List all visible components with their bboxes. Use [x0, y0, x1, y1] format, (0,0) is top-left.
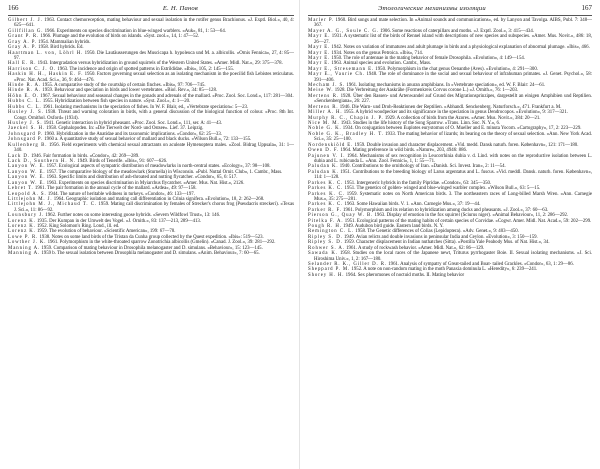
- bibliography-list: [8, 18, 294, 257]
- entry-text: 1951. Intergeneric hybrids in the family Pipridae. «Condor», 63: 345—350.: [344, 180, 492, 186]
- entry-text: 1960. Hybridization in the Anatidae and its taxonomic implications. «Condor», 62: 25—33.: [44, 131, 222, 137]
- entry-text: 1949. Birds of Tenerife. «Ibis», 91: 607—626.: [77, 158, 168, 164]
- entry-author: Mayr E., Vaurie Ch.: [308, 72, 365, 78]
- entry-text: 1963. Display of emotion in the fox squirrel (Sciurus niger). «Animal Behaviour», 11, 2: 286—292.: [374, 213, 569, 219]
- entry-author: Miller A. H.: [308, 110, 343, 116]
- entry-text: 1951. The genetics of golden- winged and blue-winged warbler complex. «Wilson Bull.», 63: 5—15.: [344, 186, 541, 192]
- entry-text: 1949. Avian relicts and double invasions in peninsular India and Ceylon. «Evolution», 3: 150—159.: [343, 234, 538, 240]
- bibliography-entry: [308, 18, 592, 29]
- entry-author: Gray A. P.: [8, 39, 37, 45]
- entry-text: 1943. Studies in the life history of the Song Sparrow. «Trans. Linn. Soc. N. Y.», 6.: [340, 121, 501, 127]
- running-title: Этологические механизмы изоляции: [378, 5, 486, 12]
- entry-text: 1961. Isolating mechanisms in the speciation of fishes. In W. F. Blair, ed., «Vertebrate speciation»: 5—23.: [42, 104, 249, 110]
- entry-author: Noble G. K., Bradley H. T.: [308, 131, 384, 137]
- entry-author: Lowe P. R.: [8, 234, 39, 240]
- entry-author: Mayr E., Stresemann E.: [308, 66, 375, 72]
- entry-author: Harrison C. J. O.: [8, 66, 57, 72]
- bibliography-list: [308, 18, 592, 278]
- entry-text: 1946. Die Warn- und Droh-Reaktionen der Reptilien. «Abhandl. Senckenberg. Naturforsch.», 471. Frankfurt a. M.: [339, 104, 562, 110]
- entry-text: 1958. Studies on the local races of the Japanese newt, Triturus pyrrhogaster Boie. II. Sexual isolating mechanisms. «J. Sci. Hiroshima Univ.», 1, 2: 167—180.: [314, 251, 592, 262]
- entry-text: 1960 a. A quantitative study of sexual behavior of mallard and black ducks. «Wilson Bull.», 72: 133—155.: [44, 137, 252, 143]
- entry-text: 1955. A comparative study of the courtship of certain finches. «Ibis», 97: 706—745.: [42, 83, 206, 89]
- entry-author: Huxley J. S.: [8, 121, 43, 127]
- bibliography-entry: [308, 94, 592, 105]
- entry-text: 1964. Mating preference in wild birds. «Nature», 203, 4946: 886.: [340, 148, 468, 154]
- bibliography-entry: [308, 192, 592, 203]
- entry-author: Mayer A. G., Soule C. G.: [308, 28, 379, 34]
- entry-text: 1964. Mechanisms of sex recognition in Leucorrhinia dubia v. d. Lind. with notes on the reproductive isolation between L. dubia and L. rubicunda L. «Ann. Zool. Fennici», 1, 1: 55—71.: [314, 153, 592, 164]
- entry-author: Grant P. R.: [8, 34, 40, 40]
- entry-author: Marler P.: [308, 18, 335, 23]
- entry-author: Ripley S. D.: [308, 234, 343, 240]
- entry-text: 1951. Ecological patterns of the mating habits of certain species of Corvidae. «Cogwr. Amer. Midl. Nat. Acad.», 59: 202—299.: [344, 218, 592, 224]
- entry-text: 1959. Double invasion and character displacement. «Vid. medd. Dansk naturh. foren. København», 121: 171—180.: [354, 142, 579, 148]
- bibliography-entry: [308, 251, 592, 262]
- entry-author: Kullenberg B.: [8, 142, 48, 148]
- entry-text: 1967. Sexual behaviour and seasonal changes in the gonads and adrenals of the mallard. «Proc. Zool. Soc. Lond.», 117: 281—304.: [40, 93, 294, 99]
- entry-text: 1928. Über den Rassen- und Artenwandel auf Grund des Migrationsprinzipes, dargestellt an einigen Amphibien und Reptilien. «Senckenbergiana», 26: 227.: [314, 93, 592, 105]
- entry-text: 1961. Polymorphism and its relation to hybridization among ducks and pheasants. «J. Zool.», 37: 60—63.: [343, 207, 549, 213]
- entry-author: Mayr E.: [308, 34, 331, 40]
- entry-text: 1928. Die Verbreitung der Aaskrähe (Formenkreis Corvus corone L.) «J. Ornith.», 76: 1—203.: [334, 88, 519, 94]
- entry-text: 1938. Threat and warning coloration in birds, with a general discussion of the biological function of colour. «Proc. 8th Int. Congr. Ornithol. Oxford» (1934).: [14, 110, 295, 121]
- entry-text: 1963. Contact chemoreception, mating behaviour and sexual isolation in the rotifer genus Brachionus. «J. Exptl. Biol.», 40, 4: 625—641.: [14, 18, 294, 29]
- entry-text: 1963. The incidence and origin of spotted patterns in Estrildidae. «Ibis», 105, 2: 145—155.: [57, 66, 235, 72]
- entry-author: Mertens R.: [308, 104, 339, 110]
- entry-author: Hinde R. A.: [8, 83, 42, 89]
- entry-text: 1958. Cephalopoden. In: «Die Tierwelt der Nord- und Ostsee». Lief. 37. Leipzig.: [46, 126, 204, 132]
- entry-author: Haskin H. H., Haskin E. F.: [8, 72, 84, 78]
- entry-author: Pough R. H.: [308, 224, 342, 230]
- entry-text: 1934. On conjugation between Euplotes eurystomus of O. Mueller and E. minuta Yocom. «Cartography», 17, 2: 223—229.: [342, 126, 582, 132]
- page-number: 166: [8, 4, 19, 12]
- entry-text: 1951. Contributions to the breeding biology of Larus argentatus and L. fuscus. «Vid. meddl. Dansk. naturh. foren. København», 114: 1—128.: [314, 169, 592, 181]
- bibliography-entry: [8, 251, 294, 256]
- running-title: Е. Н. Панов: [162, 5, 198, 12]
- entry-author: Jaeckel S. H.: [8, 126, 45, 132]
- entry-text: 1966. Experiments on species discrimination in blue-winged warblers. «Auk», 81, 1: 53—64.: [44, 28, 226, 34]
- entry-author: Shorey H. H.: [308, 272, 345, 278]
- entry-author: Manning A.: [8, 251, 41, 257]
- entry-author: Nice M. M.: [308, 121, 340, 127]
- entry-text: 1957. The comparative biology of the meadowlark (Sturnella) in Wisconsin. «Publ. Nuttal Ornit. Club», 1. Cambr., Mass.: [46, 169, 283, 175]
- entry-author: Leopold A. S.: [8, 191, 47, 197]
- entry-author: Manning A.: [8, 245, 41, 251]
- entry-text: 1906. Some reactions of caterpillars and moths. «J. Exptl. Zool.», 3: 415—434.: [380, 28, 534, 34]
- entry-author: Lack D., Southern H. N.: [8, 158, 77, 164]
- entry-text: 1948. The role of dominance in the social and sexual behaviour of infrahuman primates. «J. Genet. Psychol.», 58: 391—406.: [314, 72, 592, 83]
- entry-text: 1963. Specific limits and distribution of ash-throated and nutting flycatcher. «Condor», 65, 6: 517.: [46, 175, 238, 181]
- entry-text: 1950. Die Lautäusserungen des Muscicapa h. hypoleuca und M. a. albicollis. «Ornis Fennica», 27, 4: 85—97.: [14, 50, 294, 61]
- entry-text: 1946. Fair formation in birds. «Condor», 42: 269—289.: [31, 153, 140, 159]
- entry-author: Rohwer S. A.: [308, 245, 345, 251]
- page-number: 167: [581, 4, 592, 12]
- entry-text: 1959. Systematic notes on North American birds. 3. The northeastern races of Long-billed Marsh Wren. «Ann. Carnegie Mus.», 35: 275—281.: [314, 191, 592, 202]
- entry-text: 1959. Behaviour and speciation in birds and lower vertebrates. «Biol. Rev.», 34: 85—128.: [42, 88, 218, 94]
- entry-text: 1964. Sex pheromones of noctuid moths. II. Mating behavior: [345, 272, 465, 278]
- bibliography-entry: [8, 143, 294, 154]
- entry-author: Mayr E.: [308, 50, 331, 56]
- entry-text: 1942. Notes on variation of immatures and adult plumage in birds and a physiological explanation of abnormal plumage. «Ibis», 466.: [331, 45, 590, 51]
- entry-author: Lack D.: [8, 153, 30, 159]
- page-gutter: [299, 0, 300, 469]
- entry-author: Sawada K.: [308, 251, 338, 257]
- entry-text: 1943. Intergradation versus hybridization in ground squirrels of the Western United States. «Amer. Midl. Nat.», 29: 375—378.: [37, 61, 283, 67]
- entry-text: 1952. A note on non-random mating in the moth Panaxia dominula L. «Heredity», 6: 239—241.: [351, 267, 538, 273]
- entry-author: Lebret T.: [8, 186, 34, 192]
- entry-author: Mayr E.: [308, 45, 331, 51]
- entry-author: Owen D. F.: [308, 148, 340, 154]
- entry-author: Haartman L. von, Löhrl H.: [8, 50, 84, 56]
- entry-author: Mertens R.: [308, 93, 339, 99]
- entry-author: Parkes K. C.: [308, 186, 344, 192]
- left-page-header: [8, 4, 294, 16]
- entry-author: Hall E. R.: [8, 61, 37, 67]
- entry-text: 1944. The nature of heritable wildness in turkeys. «Condor», 46: 133—197.: [47, 191, 195, 197]
- entry-author: Sheppard P. M.: [308, 267, 351, 273]
- entry-text: 1959. Character displacement in Indian nuthatches (Sitta). «Postilla Yale Peabody Mus. of Nat. Hist.», 34.: [343, 240, 550, 246]
- entry-author: Mayr E.: [308, 55, 331, 61]
- entry-text: 1961. The pair formation in the annual cycle of the mallard. «Ardea», 49: 97—158.: [34, 186, 197, 192]
- entry-author: Parkes K. C.: [308, 191, 345, 197]
- right-page-header: [308, 4, 592, 16]
- entry-author: Parkes K. C.: [308, 202, 344, 208]
- entry-text: 1959 b. The sexual isolation between Drosophila melanogaster and D. simulans. «Anim. Behaviour», 7: 60—65.: [41, 251, 260, 257]
- entry-text: 1952. King Solomon's Ring. Lond., ill. ed.: [36, 224, 120, 230]
- entry-text: 1957. Ecological aspects of sympatric distribution of meadowlarks in north-central states. «Ecology», 37: 98—108.: [46, 164, 271, 170]
- entry-text: 1931. A systematic list of the birds of Rennel island with descriptions of new species and subspecies. «Amer. Mus. Novit.», 486: 18, 26—27.: [314, 34, 592, 45]
- entry-text: 1961. Isolating mechanisms in anuran amphibians. In «Vertebrate speciation», ed. W. F. Blair: 24—61.: [346, 83, 546, 89]
- entry-text: 1954. Mammalian hybrids.: [38, 39, 91, 45]
- entry-text: 1959. The evolution of behaviour. «Scientific American», 199: 67—78.: [36, 229, 176, 235]
- entry-text: 1934. Notes on the genus Petroica. «Ibis», 714.: [331, 50, 424, 56]
- entry-author: Höhn E. O.: [8, 93, 40, 99]
- entry-text: 1955. Hybridization between fish species in nature. «Syst. Zool.», 4: 1—20.: [42, 99, 191, 105]
- entry-text: 1960. Bird songs and mate selection. In «Animal sounds and communications», ed. by Lanyon and Tavolga. AIBS, Publ. 7: 348—367.: [314, 18, 592, 29]
- entry-text: 1950. The role of antennae in the mating behavior of female Drosophila. «Evolution», 4: 149—154.: [331, 55, 526, 61]
- bibliography-entry: [308, 132, 592, 143]
- entry-author: Mecham J. S.: [308, 83, 346, 89]
- entry-text: 1956. Field experiments with chemical sexual attractants on aculeate Hymenoptera males. «Zool. Bidrag Uppsala», 31: 1—340.: [14, 142, 294, 154]
- entry-author: Ripley S. D.: [308, 240, 343, 246]
- entry-text: 1959. Mating call discrimination by females of Strecker's chorus frog (Pseudacris streckeri). «Texas J. Sci.», 11: 86—92.: [14, 202, 294, 213]
- entry-author: Littlejohn M. J.: [8, 196, 53, 202]
- entry-author: Lanyon W. E.: [8, 169, 46, 175]
- bibliography-entry: [308, 170, 592, 181]
- entry-text: 1958. Bird hybrids. Ed.: [38, 45, 84, 51]
- entry-text: 1959. Comparison of mating behaviour in Drosophila melanogaster and D. simulans. «Behaviour», 15: 123—145.: [41, 245, 263, 251]
- bibliography-entry: [8, 202, 294, 213]
- bibliography-entry: [308, 72, 592, 83]
- entry-text: 1955. A hybrid woodpecker and its significance in the speciation in genus Dendrocopos. «Evolution», 9: 317—321.: [343, 110, 568, 116]
- bibliography-entry: [8, 18, 294, 29]
- right-page: [300, 0, 600, 469]
- entry-author: Pajunen V. I.: [308, 153, 346, 159]
- bibliography-entry: [308, 273, 592, 278]
- entry-author: Lowther J. K.: [8, 240, 47, 246]
- bibliography-entry: [308, 34, 592, 45]
- entry-text: 1963. Animal species and evolution. Cambr., Mass.: [331, 61, 432, 67]
- entry-author: Johnsgard P.: [8, 131, 44, 137]
- entry-author: Murphy R. C., Chapin J. P.: [308, 115, 384, 121]
- entry-text: 1949. Audubon bird guide. Eastern land birds. N. Y.: [343, 224, 444, 230]
- entry-author: Lanyon W. E.: [8, 164, 46, 170]
- bibliography-entry: [308, 154, 592, 165]
- entry-text: 1964. Geographic isolation and mating call differentiation in Crinia signifera. «Evolution», 18, 2: 262—268.: [53, 196, 265, 202]
- entry-text: 1950. Factors governing sexual selection as an isolating mechanism in the poecilid fish Lebistes reticulatus. «Proc. Nat. Acad. Sci.», 36, 9: 464—476.: [14, 72, 294, 83]
- entry-author: Hubbs C. L.: [8, 99, 42, 105]
- entry-author: Pitelka F. A.: [308, 218, 344, 224]
- entry-author: Gilbert J. J.: [8, 18, 43, 23]
- entry-author: Lanyon W. E.: [8, 180, 46, 186]
- entry-author: Pierson G., Quay W. B.: [308, 213, 374, 219]
- entry-author: Meise W.: [308, 88, 334, 94]
- entry-author: Littlejohn M. J., Michaud T. C.: [8, 202, 98, 208]
- entry-author: Mayr E.: [308, 61, 331, 67]
- entry-author: Lorenz K.: [8, 218, 36, 224]
- entry-author: Gillfillan G.: [8, 28, 44, 34]
- entry-author: Hinde R. A.: [8, 88, 42, 94]
- entry-author: Lorenz K.: [8, 229, 36, 235]
- entry-text: 1940. Contributions to the ornithology of Iran. «Danish. Sci. Invest. Iran», 2: 11—54.: [339, 164, 506, 170]
- entry-author: Nordenskiöld E.: [308, 142, 354, 148]
- entry-author: Remington C. L.: [308, 229, 355, 235]
- entry-text: 1950. Polymorphism in the chat genus Oenanthe (Aves). «Evolution», 4: 291—300.: [375, 66, 538, 72]
- bibliography-entry: [8, 72, 294, 83]
- entry-text: 1961. A study of rockwash behavior. «Amer. Midl. Nat.», 62: 86—129.: [346, 245, 485, 251]
- entry-author: Noble G. K.: [308, 126, 342, 132]
- entry-author: Lanyon W. E.: [8, 175, 46, 181]
- entry-author: Johnsgard P.: [8, 137, 44, 143]
- entry-text: 1966. Plumage and the evolution of birds on islands. «Syst. zool.», 14, 1: 47—52.: [40, 34, 200, 40]
- entry-text: 1958. The Genetic differences of Colias (Lepidoptera). «Adv. Genet.», 9: 403—450.: [355, 229, 519, 235]
- entry-author: Paludan K.: [308, 169, 339, 175]
- entry-author: Lounsbury J.: [8, 213, 45, 219]
- entry-author: Parkes K. C.: [308, 180, 344, 186]
- entry-text: 1961. Polymorphism in the white-throated sparrow Zonotrichia albicollis (Gmelin). «Canad. J. Zool.», 39: 281—292.: [47, 240, 276, 246]
- entry-text: 1935. Der Kumpan in der Umwelt des Vogel. «J. Ornith.», 83: 137—213, 289—413.: [36, 218, 202, 224]
- entry-text: 1938. Notes on some land birds of the Tristan da Cunha group collected by the Quest expedition. «Ibis»: 519—523.: [39, 234, 264, 240]
- entry-author: Lorenz K.: [8, 224, 36, 230]
- entry-author: Gray A. P.: [8, 45, 37, 51]
- entry-author: Huxley J. S.: [8, 110, 44, 116]
- bibliography-entry: [8, 51, 294, 62]
- entry-text: 1963. Some Hawaiian birds. V. 1. «Ann. Carnegie Mus.», 37: 19—44.: [344, 202, 481, 208]
- entry-author: Selander R. K., Giller D. R.: [308, 261, 388, 267]
- entry-text: 1929. A collection of birds from the Azores. «Amer. Mus. Novit.», 384: 20—21.: [384, 115, 541, 121]
- entry-author: Parker R. F.: [308, 207, 342, 213]
- entry-author: Paludan K.: [308, 164, 339, 170]
- entry-text: 1961. Analysis of sympatry of Great-tailed and Boat- tailed Grackles. «Condor», 63, 1: 29—86.: [388, 261, 574, 267]
- entry-text: 1962. Further notes on some interesting goose hybrids. «Severn Wildfowl Trust», 13: 146.: [45, 213, 221, 219]
- entry-author: Hubbs C. L.: [8, 104, 42, 110]
- entry-text: 1963. Experiments on species discrimination in Myiarchus flycatcher. «Amer. Mus. Nat. Hist.», 2126.: [46, 180, 245, 186]
- bibliography-entry: [8, 110, 294, 121]
- entry-text: 1933. The mating behavior of lizards; its bearing on the theory of sexual selection. «Ann. New York Acad. Sci.», 35: 25—100.: [314, 131, 592, 143]
- entry-text: 1941. Genetic interaction in hybrid pheasant. «Proc. Zool. Soc. Lond.», 111, ser. A: 41—43.: [43, 121, 223, 127]
